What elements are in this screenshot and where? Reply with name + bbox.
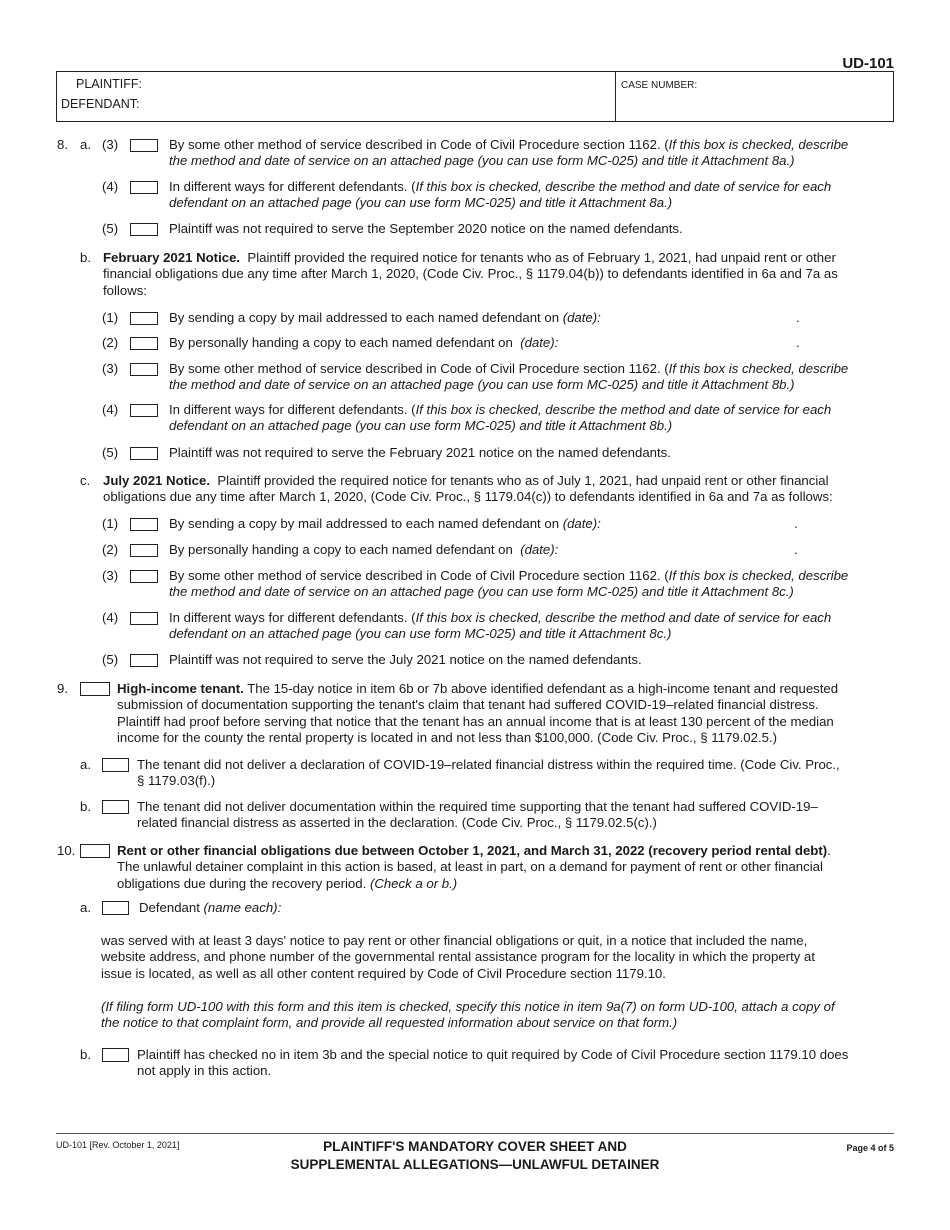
item8a4-number: (4) [102, 179, 119, 194]
footer-title: PLAINTIFF'S MANDATORY COVER SHEET AND SUPPLEMENTAL ALLEGATIONS—UNLAWFUL DETAINER [290, 1139, 660, 1172]
item8c1-checkbox[interactable] [130, 518, 158, 531]
footer-rule [56, 1133, 894, 1134]
item8b4-text: In different ways for different defendants. (If this box is checked, describe the method and date of service for each defendant on an attached page (you can use form MC-025) and title it Attachment 8b.) [169, 402, 832, 434]
item9-number: 9. [57, 681, 68, 696]
item10-number: 10. [57, 843, 76, 858]
item8c3-number: (3) [102, 568, 119, 583]
item8c3-text: By some other method of service described in Code of Civil Procedure section 1162. (If this box is checked, describe the method and date of service on an attached page (you can use form MC-025) and title it Attachment 8c.) [169, 568, 849, 600]
item9a-text: The tenant did not deliver a declaration of COVID-19–related financial distress within the required time. (Code Civ. Proc., § 1179.03(f).) [137, 757, 840, 789]
case-number-label: CASE NUMBER: [621, 80, 698, 91]
item8b2-period: . [796, 335, 800, 350]
item8b2-text: By personally handing a copy to each named defendant on (date): [169, 335, 559, 350]
item8b1-period: . [796, 310, 800, 325]
item8a5-number: (5) [102, 221, 119, 236]
item8-number: 8. [57, 137, 68, 152]
item8b1-checkbox[interactable] [130, 312, 158, 325]
item10b-letter: b. [80, 1047, 91, 1062]
item8c-intro: July 2021 Notice. Plaintiff provided the required notice for tenants who as of July 1, 2021, had unpaid rent or other financial obligations due any time after March 1, 2020, (Code Civ. Proc., § 1179.04(c)) to defendants identified in 6a and 7a as follows: [103, 473, 833, 505]
item8a3-text: By some other method of service described in Code of Civil Procedure section 1162. (If this box is checked, describe the method and date of service on an attached page (you can use form MC-025) and title it Attachment 8a.) [169, 137, 849, 169]
item8b2-number: (2) [102, 335, 119, 350]
defendant-label: DEFENDANT: [61, 97, 140, 111]
item9b-text: The tenant did not deliver documentation within the required time supporting that the tenant had suffered COVID-19– related financial distress as asserted in the declaration. (Code Civ. Proc., § 1179.02.5(c).) [137, 799, 818, 831]
item8b1-text: By sending a copy by mail addressed to each named defendant on (date): [169, 310, 601, 325]
item8b2-checkbox[interactable] [130, 337, 158, 350]
item8b-letter: b. [80, 250, 91, 265]
item8a4-checkbox[interactable] [130, 181, 158, 194]
case-caption [56, 71, 894, 122]
item8b-intro: February 2021 Notice. Plaintiff provided the required notice for tenants who as of February 1, 2021, had unpaid rent or other financial obligations due any time after March 1, 2020, (Code Civ. Proc., § 1179.04(b)) to defendants identified in 6a and 7a as follows: [103, 250, 838, 298]
item10a-checkbox[interactable] [102, 901, 129, 915]
item8c2-number: (2) [102, 542, 119, 557]
item9b-checkbox[interactable] [102, 800, 129, 814]
item10a-label: Defendant (name each): [139, 900, 282, 915]
item8b4-number: (4) [102, 402, 119, 417]
footer-page-number: Page 4 of 5 [846, 1143, 894, 1153]
item8b4-checkbox[interactable] [130, 404, 158, 417]
item8a5-checkbox[interactable] [130, 223, 158, 236]
footer-form-revision: UD-101 [Rev. October 1, 2021] [56, 1140, 180, 1150]
item8c4-checkbox[interactable] [130, 612, 158, 625]
item9-checkbox[interactable] [80, 682, 110, 696]
item8c1-text: By sending a copy by mail addressed to each named defendant on (date): [169, 516, 601, 531]
item8c4-number: (4) [102, 610, 119, 625]
item9a-checkbox[interactable] [102, 758, 129, 772]
item9a-letter: a. [80, 757, 91, 772]
item8c1-period: . [794, 516, 798, 531]
item8a4-text: In different ways for different defendants. (If this box is checked, describe the method and date of service for each defendant on an attached page (you can use form MC-025) and title it Attachment 8a.) [169, 179, 832, 211]
plaintiff-label: PLAINTIFF: [76, 77, 142, 91]
item10a-note: (If filing form UD-100 with this form and this item is checked, specify this notice in item 9a(7) on form UD-100, attach a copy of the notice to that complaint form, and provide all requested information about service on that form.) [101, 999, 835, 1031]
item8c2-text: By personally handing a copy to each named defendant on (date): [169, 542, 559, 557]
item8c2-period: . [794, 542, 798, 557]
item8a5-text: Plaintiff was not required to serve the September 2020 notice on the named defendants. [169, 221, 683, 236]
item8c5-text: Plaintiff was not required to serve the July 2021 notice on the named defendants. [169, 652, 642, 667]
item8b3-number: (3) [102, 361, 119, 376]
item8b3-checkbox[interactable] [130, 363, 158, 376]
item8b5-checkbox[interactable] [130, 447, 158, 460]
item8c1-number: (1) [102, 516, 119, 531]
item8b3-text: By some other method of service described in Code of Civil Procedure section 1162. (If this box is checked, describe the method and date of service on an attached page (you can use form MC-025) and title it Attachment 8b.) [169, 361, 849, 393]
item8a-letter: a. [80, 137, 91, 152]
item10a-paragraph: was served with at least 3 days' notice to pay rent or other financial obligations or quit, in a notice that included the name, website address, and phone number of the governmental rental assistance program for the locality in which the property at issue is located, as well as all other content required by Code of Civil Procedure section 1179.10. [101, 933, 815, 981]
item8c4-text: In different ways for different defendants. (If this box is checked, describe the method and date of service for each defendant on an attached page (you can use form MC-025) and title it Attachment 8c.) [169, 610, 832, 642]
item8c3-checkbox[interactable] [130, 570, 158, 583]
item10b-checkbox[interactable] [102, 1048, 129, 1062]
item8c2-checkbox[interactable] [130, 544, 158, 557]
item8b1-number: (1) [102, 310, 119, 325]
form-id: UD-101 [842, 55, 894, 72]
item8a3-number: (3) [102, 137, 119, 152]
item10-checkbox[interactable] [80, 844, 110, 858]
item10-text: Rent or other financial obligations due between October 1, 2021, and March 31, 2022 (recovery period rental debt). The unlawful detainer complaint in this action is based, at least in part, on a demand for payment of rent or other financial obligations due during the recovery period. (Check a or b.) [117, 843, 831, 891]
item8c5-checkbox[interactable] [130, 654, 158, 667]
item8c5-number: (5) [102, 652, 119, 667]
item8a3-checkbox[interactable] [130, 139, 158, 152]
item8b5-number: (5) [102, 445, 119, 460]
item10a-letter: a. [80, 900, 91, 915]
item9-text: High-income tenant. The 15-day notice in item 6b or 7b above identified defendant as a high-income tenant and requested submission of documentation supporting the tenant's claim that tenant had suffered COVID-19–related financial distress. Plaintiff had proof before serving that notice that the tenant has an annual income that is at least 130 percent of the median income for the county the rental property is located in and not less than $100,000. (Code Civ. Proc., § 1179.02.5.) [117, 681, 839, 746]
item10b-text: Plaintiff has checked no in item 3b and the special notice to quit required by Code of Civil Procedure section 1179.10 does not apply in this action. [137, 1047, 849, 1079]
item8b5-text: Plaintiff was not required to serve the February 2021 notice on the named defendants. [169, 445, 671, 460]
item8c-letter: c. [80, 473, 91, 488]
item9b-letter: b. [80, 799, 91, 814]
